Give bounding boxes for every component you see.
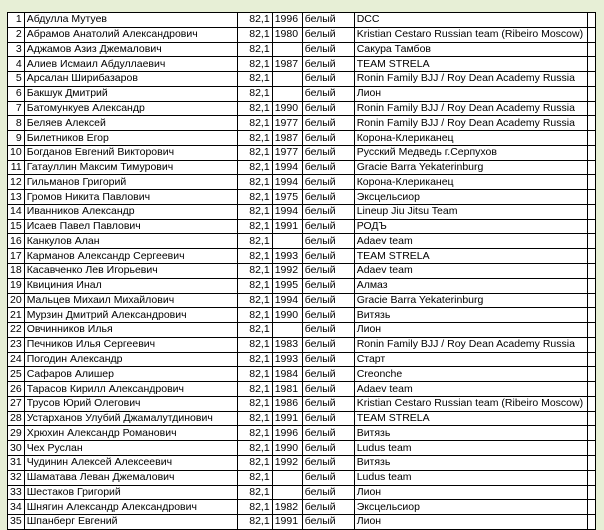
team-cell[interactable]: Ronin Family BJJ / Roy Dean Academy Russia xyxy=(354,101,587,116)
birth-year-cell[interactable]: 1980 xyxy=(272,27,302,42)
birth-year-cell[interactable]: 1984 xyxy=(272,367,302,382)
table-row xyxy=(8,219,596,234)
belt-cell[interactable]: белый xyxy=(302,219,354,234)
table-row xyxy=(8,57,596,72)
participant-name-cell[interactable]: Канкулов Алан xyxy=(24,234,237,249)
row-number-cell[interactable]: 6 xyxy=(8,86,25,101)
empty-cell[interactable] xyxy=(587,190,595,205)
table-row xyxy=(8,367,596,382)
weight-category-cell[interactable]: 82,1 xyxy=(237,426,272,441)
weight-category-cell[interactable]: 82,1 xyxy=(237,131,272,146)
belt-cell[interactable]: белый xyxy=(302,323,354,338)
participant-name-cell[interactable]: Печников Илья Сергеевич xyxy=(24,337,237,352)
table-row xyxy=(8,234,596,249)
weight-category-cell[interactable]: 82,1 xyxy=(237,116,272,131)
participant-name-cell[interactable]: Аджамов Азиз Джемалович xyxy=(24,42,237,57)
row-number-cell[interactable]: 27 xyxy=(8,396,25,411)
table-row xyxy=(8,42,596,57)
participant-name-cell[interactable]: Билетников Егор xyxy=(24,131,237,146)
empty-cell[interactable] xyxy=(587,382,595,397)
weight-category-cell[interactable]: 82,1 xyxy=(237,13,272,28)
empty-cell[interactable] xyxy=(587,500,595,515)
empty-cell[interactable] xyxy=(587,293,595,308)
row-number-cell[interactable]: 26 xyxy=(8,382,25,397)
row-number-cell[interactable]: 1 xyxy=(8,13,25,28)
team-cell[interactable]: Лион xyxy=(354,485,587,500)
table-row xyxy=(8,411,596,426)
empty-cell[interactable] xyxy=(587,323,595,338)
weight-category-cell[interactable]: 82,1 xyxy=(237,455,272,470)
weight-category-cell[interactable]: 82,1 xyxy=(237,27,272,42)
table-row xyxy=(8,249,596,264)
table-row xyxy=(8,160,596,175)
participant-name-cell[interactable]: Касавченко Лев Игорьевич xyxy=(24,264,237,279)
birth-year-cell[interactable]: 1990 xyxy=(272,308,302,323)
birth-year-cell[interactable]: 1986 xyxy=(272,396,302,411)
row-number-cell[interactable]: 18 xyxy=(8,264,25,279)
weight-category-cell[interactable]: 82,1 xyxy=(237,500,272,515)
team-cell[interactable]: Adaev team xyxy=(354,264,587,279)
weight-category-cell[interactable]: 82,1 xyxy=(237,101,272,116)
belt-cell[interactable]: белый xyxy=(302,441,354,456)
team-cell[interactable]: Kristian Cestaro Russian team (Ribeiro Moscow) xyxy=(354,396,587,411)
birth-year-cell[interactable]: 1993 xyxy=(272,249,302,264)
birth-year-cell[interactable]: 1981 xyxy=(272,382,302,397)
table-row xyxy=(8,190,596,205)
table-row xyxy=(8,86,596,101)
table-row xyxy=(8,27,596,42)
belt-cell[interactable]: белый xyxy=(302,293,354,308)
belt-cell[interactable]: белый xyxy=(302,411,354,426)
birth-year-cell[interactable]: 1990 xyxy=(272,101,302,116)
weight-category-cell[interactable]: 82,1 xyxy=(237,72,272,87)
team-cell[interactable]: Gracie Barra Yekaterinburg xyxy=(354,160,587,175)
weight-category-cell[interactable]: 82,1 xyxy=(237,219,272,234)
empty-cell[interactable] xyxy=(587,308,595,323)
belt-cell[interactable]: белый xyxy=(302,27,354,42)
belt-cell[interactable]: белый xyxy=(302,455,354,470)
weight-category-cell[interactable]: 82,1 xyxy=(237,160,272,175)
belt-cell[interactable]: белый xyxy=(302,264,354,279)
belt-cell[interactable]: белый xyxy=(302,367,354,382)
row-number-cell[interactable]: 2 xyxy=(8,27,25,42)
empty-cell[interactable] xyxy=(587,337,595,352)
birth-year-cell[interactable] xyxy=(272,72,302,87)
team-cell[interactable]: TEAM STRELA xyxy=(354,57,587,72)
weight-category-cell[interactable]: 82,1 xyxy=(237,382,272,397)
participant-name-cell[interactable]: Сафаров Алишер xyxy=(24,367,237,382)
table-row xyxy=(8,13,596,28)
empty-cell[interactable] xyxy=(587,160,595,175)
belt-cell[interactable]: белый xyxy=(302,278,354,293)
team-cell[interactable]: TEAM STRELA xyxy=(354,411,587,426)
row-number-cell[interactable]: 7 xyxy=(8,101,25,116)
team-cell[interactable]: Adaev team xyxy=(354,382,587,397)
weight-category-cell[interactable]: 82,1 xyxy=(237,367,272,382)
participant-name-cell[interactable]: Погодин Александр xyxy=(24,352,237,367)
table-row xyxy=(8,382,596,397)
team-cell[interactable]: Creonche xyxy=(354,367,587,382)
weight-category-cell[interactable]: 82,1 xyxy=(237,57,272,72)
participant-name-cell[interactable]: Тарасов Кирилл Александрович xyxy=(24,382,237,397)
table-row xyxy=(8,101,596,116)
belt-cell[interactable]: белый xyxy=(302,337,354,352)
row-number-cell[interactable]: 14 xyxy=(8,204,25,219)
weight-category-cell[interactable]: 82,1 xyxy=(237,396,272,411)
belt-cell[interactable]: белый xyxy=(302,396,354,411)
row-number-cell[interactable]: 8 xyxy=(8,116,25,131)
belt-cell[interactable]: белый xyxy=(302,13,354,28)
empty-cell[interactable] xyxy=(587,131,595,146)
row-number-cell[interactable]: 32 xyxy=(8,470,25,485)
table-row xyxy=(8,485,596,500)
participant-name-cell[interactable]: Шестаков Григорий xyxy=(24,485,237,500)
weight-category-cell[interactable]: 82,1 xyxy=(237,337,272,352)
row-number-cell[interactable]: 22 xyxy=(8,323,25,338)
belt-cell[interactable]: белый xyxy=(302,72,354,87)
weight-category-cell[interactable]: 82,1 xyxy=(237,323,272,338)
table-row xyxy=(8,323,596,338)
row-number-cell[interactable]: 23 xyxy=(8,337,25,352)
birth-year-cell[interactable]: 1990 xyxy=(272,441,302,456)
belt-cell[interactable]: белый xyxy=(302,426,354,441)
table-row xyxy=(8,116,596,131)
birth-year-cell[interactable]: 1991 xyxy=(272,219,302,234)
participant-name-cell[interactable]: Гатауллин Максим Тимурович xyxy=(24,160,237,175)
row-number-cell[interactable]: 5 xyxy=(8,72,25,87)
participant-name-cell[interactable]: Беляев Алексей xyxy=(24,116,237,131)
belt-cell[interactable]: белый xyxy=(302,131,354,146)
participant-name-cell[interactable]: Чех Руслан xyxy=(24,441,237,456)
row-number-cell[interactable]: 34 xyxy=(8,500,25,515)
birth-year-cell[interactable]: 1991 xyxy=(272,411,302,426)
table-row xyxy=(8,337,596,352)
row-number-cell[interactable]: 12 xyxy=(8,175,25,190)
table-row xyxy=(8,204,596,219)
row-number-cell[interactable]: 17 xyxy=(8,249,25,264)
empty-cell[interactable] xyxy=(587,234,595,249)
birth-year-cell[interactable]: 1992 xyxy=(272,264,302,279)
participant-name-cell[interactable]: Квициния Инал xyxy=(24,278,237,293)
birth-year-cell[interactable]: 1994 xyxy=(272,160,302,175)
empty-cell[interactable] xyxy=(587,455,595,470)
empty-cell[interactable] xyxy=(587,396,595,411)
spreadsheet-sheet xyxy=(0,12,604,529)
table-row xyxy=(8,470,596,485)
table-row xyxy=(8,441,596,456)
belt-cell[interactable]: белый xyxy=(302,470,354,485)
table-row xyxy=(8,145,596,160)
empty-cell[interactable] xyxy=(587,249,595,264)
empty-cell[interactable] xyxy=(587,27,595,42)
weight-category-cell[interactable]: 82,1 xyxy=(237,204,272,219)
team-cell[interactable]: Алмаз xyxy=(354,278,587,293)
birth-year-cell[interactable]: 1995 xyxy=(272,278,302,293)
empty-cell[interactable] xyxy=(587,470,595,485)
row-number-cell[interactable]: 9 xyxy=(8,131,25,146)
team-cell[interactable]: Лион xyxy=(354,323,587,338)
birth-year-cell[interactable]: 1987 xyxy=(272,131,302,146)
team-cell[interactable]: Kristian Cestaro Russian team (Ribeiro Moscow) xyxy=(354,27,587,42)
participant-name-cell[interactable]: Шпанберг Евгений xyxy=(24,515,237,530)
belt-cell[interactable]: белый xyxy=(302,515,354,530)
participant-name-cell[interactable]: Шаматава Леван Джемалович xyxy=(24,470,237,485)
weight-category-cell[interactable]: 82,1 xyxy=(237,515,272,530)
team-cell[interactable]: Эксцельсиор xyxy=(354,500,587,515)
belt-cell[interactable]: белый xyxy=(302,175,354,190)
empty-cell[interactable] xyxy=(587,101,595,116)
row-number-cell[interactable]: 30 xyxy=(8,441,25,456)
table-row xyxy=(8,455,596,470)
belt-cell[interactable]: белый xyxy=(302,308,354,323)
weight-category-cell[interactable]: 82,1 xyxy=(237,86,272,101)
empty-cell[interactable] xyxy=(587,352,595,367)
participants-table xyxy=(7,12,596,530)
empty-cell[interactable] xyxy=(587,145,595,160)
participant-name-cell[interactable]: Бакшук Дмитрий xyxy=(24,86,237,101)
team-cell[interactable]: DCC xyxy=(354,13,587,28)
empty-cell[interactable] xyxy=(587,42,595,57)
birth-year-cell[interactable]: 1994 xyxy=(272,204,302,219)
participant-name-cell[interactable]: Овчинников Илья xyxy=(24,323,237,338)
birth-year-cell[interactable]: 1991 xyxy=(272,515,302,530)
team-cell[interactable]: Лион xyxy=(354,515,587,530)
belt-cell[interactable]: белый xyxy=(302,145,354,160)
weight-category-cell[interactable]: 82,1 xyxy=(237,190,272,205)
belt-cell[interactable]: белый xyxy=(302,190,354,205)
empty-cell[interactable] xyxy=(587,485,595,500)
participant-name-cell[interactable]: Абдулла Мутуев xyxy=(24,13,237,28)
belt-cell[interactable]: белый xyxy=(302,116,354,131)
team-cell[interactable]: Старт xyxy=(354,352,587,367)
weight-category-cell[interactable]: 82,1 xyxy=(237,249,272,264)
row-number-cell[interactable]: 20 xyxy=(8,293,25,308)
participant-name-cell[interactable]: Абрамов Анатолий Александрович xyxy=(24,27,237,42)
weight-category-cell[interactable]: 82,1 xyxy=(237,293,272,308)
participant-name-cell[interactable]: Трусов Юрий Олегович xyxy=(24,396,237,411)
participants-table-body xyxy=(8,13,596,530)
row-number-cell[interactable]: 31 xyxy=(8,455,25,470)
empty-cell[interactable] xyxy=(587,367,595,382)
row-number-cell[interactable]: 28 xyxy=(8,411,25,426)
table-row xyxy=(8,426,596,441)
empty-cell[interactable] xyxy=(587,116,595,131)
row-number-cell[interactable]: 25 xyxy=(8,367,25,382)
team-cell[interactable]: Витязь xyxy=(354,308,587,323)
empty-cell[interactable] xyxy=(587,278,595,293)
team-cell[interactable]: Эксцельсиор xyxy=(354,190,587,205)
weight-category-cell[interactable]: 82,1 xyxy=(237,175,272,190)
birth-year-cell[interactable] xyxy=(272,323,302,338)
weight-category-cell[interactable]: 82,1 xyxy=(237,264,272,279)
row-number-cell[interactable]: 35 xyxy=(8,515,25,530)
birth-year-cell[interactable] xyxy=(272,485,302,500)
belt-cell[interactable]: белый xyxy=(302,86,354,101)
weight-category-cell[interactable]: 82,1 xyxy=(237,470,272,485)
participant-name-cell[interactable]: Мальцев Михаил Михайлович xyxy=(24,293,237,308)
table-row xyxy=(8,293,596,308)
participant-name-cell[interactable]: Гильманов Григорий xyxy=(24,175,237,190)
birth-year-cell[interactable]: 1996 xyxy=(272,13,302,28)
row-number-cell[interactable]: 11 xyxy=(8,160,25,175)
belt-cell[interactable]: белый xyxy=(302,160,354,175)
team-cell[interactable]: TEAM STRELA xyxy=(354,249,587,264)
belt-cell[interactable]: белый xyxy=(302,352,354,367)
team-cell[interactable]: Лион xyxy=(354,86,587,101)
birth-year-cell[interactable]: 1975 xyxy=(272,190,302,205)
participant-name-cell[interactable]: Мурзин Дмитрий Александрович xyxy=(24,308,237,323)
empty-cell[interactable] xyxy=(587,86,595,101)
team-cell[interactable]: Ludus team xyxy=(354,470,587,485)
table-row xyxy=(8,352,596,367)
team-cell[interactable]: Ludus team xyxy=(354,441,587,456)
participant-name-cell[interactable]: Исаев Павел Павлович xyxy=(24,219,237,234)
participant-name-cell[interactable]: Устарханов Улубий Джамалутдинович xyxy=(24,411,237,426)
participant-name-cell[interactable]: Хрюхин Александр Романович xyxy=(24,426,237,441)
row-number-cell[interactable]: 15 xyxy=(8,219,25,234)
belt-cell[interactable]: белый xyxy=(302,234,354,249)
table-row xyxy=(8,278,596,293)
empty-cell[interactable] xyxy=(587,72,595,87)
team-cell[interactable]: Сакура Тамбов xyxy=(354,42,587,57)
participant-name-cell[interactable]: Богданов Евгений Викторович xyxy=(24,145,237,160)
birth-year-cell[interactable] xyxy=(272,470,302,485)
row-number-cell[interactable]: 21 xyxy=(8,308,25,323)
team-cell[interactable]: Lineup Jiu Jitsu Team xyxy=(354,204,587,219)
row-number-cell[interactable]: 13 xyxy=(8,190,25,205)
weight-category-cell[interactable]: 82,1 xyxy=(237,234,272,249)
empty-cell[interactable] xyxy=(587,13,595,28)
birth-year-cell[interactable]: 1994 xyxy=(272,175,302,190)
table-row xyxy=(8,131,596,146)
belt-cell[interactable]: белый xyxy=(302,249,354,264)
weight-category-cell[interactable]: 82,1 xyxy=(237,411,272,426)
team-cell[interactable]: Ronin Family BJJ / Roy Dean Academy Russia xyxy=(354,337,587,352)
belt-cell[interactable]: белый xyxy=(302,204,354,219)
team-cell[interactable]: Adaev team xyxy=(354,234,587,249)
empty-cell[interactable] xyxy=(587,175,595,190)
participant-name-cell[interactable]: Батомункуев Александр xyxy=(24,101,237,116)
birth-year-cell[interactable]: 1994 xyxy=(272,293,302,308)
row-number-cell[interactable]: 29 xyxy=(8,426,25,441)
weight-category-cell[interactable]: 82,1 xyxy=(237,42,272,57)
birth-year-cell[interactable] xyxy=(272,86,302,101)
row-number-cell[interactable]: 19 xyxy=(8,278,25,293)
team-cell[interactable]: Русский Медведь г.Серпухов xyxy=(354,145,587,160)
row-number-cell[interactable]: 10 xyxy=(8,145,25,160)
birth-year-cell[interactable] xyxy=(272,234,302,249)
table-row xyxy=(8,72,596,87)
empty-cell[interactable] xyxy=(587,411,595,426)
participant-name-cell[interactable]: Шнягин Александр Александрович xyxy=(24,500,237,515)
empty-cell[interactable] xyxy=(587,441,595,456)
birth-year-cell[interactable]: 1977 xyxy=(272,145,302,160)
participant-name-cell[interactable]: Алиев Исмаил Абдуллаевич xyxy=(24,57,237,72)
weight-category-cell[interactable]: 82,1 xyxy=(237,441,272,456)
participant-name-cell[interactable]: Громов Никита Павлович xyxy=(24,190,237,205)
team-cell[interactable]: Корона-Клериканец xyxy=(354,175,587,190)
row-number-cell[interactable]: 16 xyxy=(8,234,25,249)
table-row xyxy=(8,396,596,411)
belt-cell[interactable]: белый xyxy=(302,382,354,397)
team-cell[interactable]: Ronin Family BJJ / Roy Dean Academy Russia xyxy=(354,116,587,131)
table-row xyxy=(8,175,596,190)
table-row xyxy=(8,264,596,279)
birth-year-cell[interactable]: 1996 xyxy=(272,426,302,441)
empty-cell[interactable] xyxy=(587,219,595,234)
row-number-cell[interactable]: 3 xyxy=(8,42,25,57)
team-cell[interactable]: Витязь xyxy=(354,455,587,470)
table-row xyxy=(8,308,596,323)
belt-cell[interactable]: белый xyxy=(302,500,354,515)
participant-name-cell[interactable]: Арсалан Ширибазаров xyxy=(24,72,237,87)
birth-year-cell[interactable]: 1993 xyxy=(272,352,302,367)
row-number-cell[interactable]: 24 xyxy=(8,352,25,367)
row-number-cell[interactable]: 33 xyxy=(8,485,25,500)
participant-name-cell[interactable]: Чудинин Алексей Алексеевич xyxy=(24,455,237,470)
team-cell[interactable]: РОДЪ xyxy=(354,219,587,234)
team-cell[interactable]: Gracie Barra Yekaterinburg xyxy=(354,293,587,308)
birth-year-cell[interactable]: 1977 xyxy=(272,116,302,131)
birth-year-cell[interactable]: 1992 xyxy=(272,455,302,470)
table-row xyxy=(8,515,596,530)
team-cell[interactable]: Ronin Family BJJ / Roy Dean Academy Russia xyxy=(354,72,587,87)
weight-category-cell[interactable]: 82,1 xyxy=(237,352,272,367)
belt-cell[interactable]: белый xyxy=(302,485,354,500)
empty-cell[interactable] xyxy=(587,515,595,530)
birth-year-cell[interactable]: 1983 xyxy=(272,337,302,352)
weight-category-cell[interactable]: 82,1 xyxy=(237,278,272,293)
empty-cell[interactable] xyxy=(587,204,595,219)
birth-year-cell[interactable]: 1987 xyxy=(272,57,302,72)
team-cell[interactable]: Корона-Клериканец xyxy=(354,131,587,146)
birth-year-cell[interactable] xyxy=(272,42,302,57)
participant-name-cell[interactable]: Карманов Александр Сергеевич xyxy=(24,249,237,264)
weight-category-cell[interactable]: 82,1 xyxy=(237,145,272,160)
table-row xyxy=(8,500,596,515)
belt-cell[interactable]: белый xyxy=(302,101,354,116)
participant-name-cell[interactable]: Иванников Александр xyxy=(24,204,237,219)
empty-cell[interactable] xyxy=(587,426,595,441)
weight-category-cell[interactable]: 82,1 xyxy=(237,308,272,323)
row-number-cell[interactable]: 4 xyxy=(8,57,25,72)
team-cell[interactable]: Витязь xyxy=(354,426,587,441)
empty-cell[interactable] xyxy=(587,264,595,279)
belt-cell[interactable]: белый xyxy=(302,57,354,72)
belt-cell[interactable]: белый xyxy=(302,42,354,57)
birth-year-cell[interactable]: 1982 xyxy=(272,500,302,515)
weight-category-cell[interactable]: 82,1 xyxy=(237,485,272,500)
empty-cell[interactable] xyxy=(587,57,595,72)
